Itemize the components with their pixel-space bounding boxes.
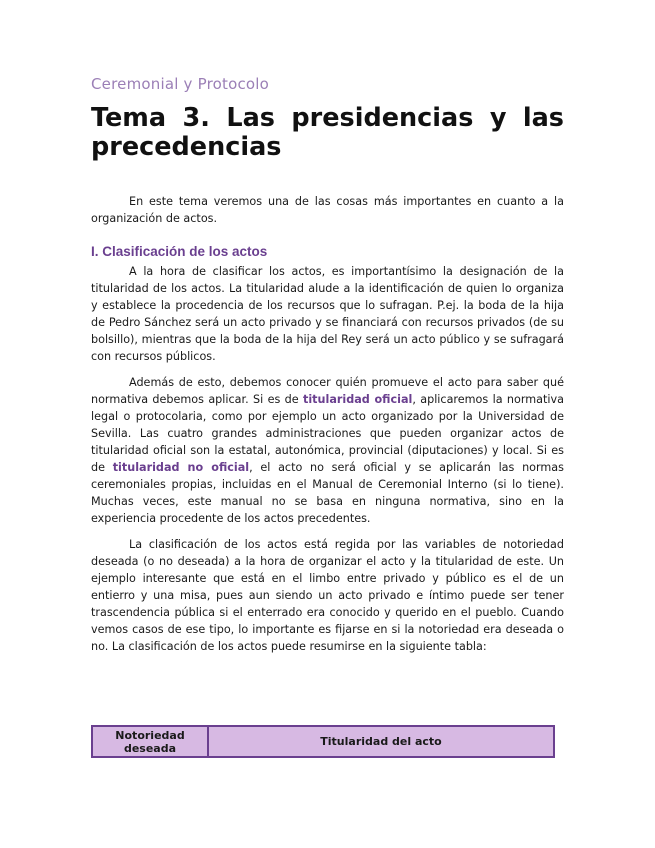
text-span: , aplicaremos la normativa legal o protocolaria, como por ejemplo un acto organizado por la Universidad de Sevilla. Las cuatro grandes administraciones que pueden organizar actos de titularidad oficial son la estatal, autonómica, provincial (diputaciones) y local. Si es de xyxy=(91,393,564,474)
header-titularidad: Titularidad del acto xyxy=(208,726,554,757)
text-span: Además de esto, debemos conocer quién promueve el acto para saber qué normativa debemos aplicar. Si es de xyxy=(91,376,564,406)
term-titularidad-no-oficial: titularidad no oficial xyxy=(112,461,250,474)
intro-paragraph: En este tema veremos una de las cosas más importantes en cuanto a la organización de actos. xyxy=(91,195,564,225)
paragraph-titularidad: A la hora de clasificar los actos, es importantísimo la designación de la titularidad de los actos. La titularidad alude a la identificación de quien lo organiza y establece la procedencia de los recursos que lo sufragan. P.ej. la boda de la hija de Pedro Sánchez será un acto privado y se financiará con recursos privados (de su bolsillo), mientras que la boda de la hija del Rey será un acto público y se sufragará con recursos públicos. xyxy=(91,265,564,363)
document-body xyxy=(91,193,564,664)
table-header-row xyxy=(92,726,554,757)
header-notoriedad: Notoriedad deseada xyxy=(92,726,208,757)
section-heading: I. Clasificación de los actos xyxy=(91,244,268,259)
paragraph-normativa xyxy=(91,374,564,527)
page-title: Tema 3. Las presidencias y las precedencias xyxy=(91,103,564,162)
text-span: , el acto no será oficial y se aplicarán las normas ceremoniales propias, incluidas en el Manual de Ceremonial Interno (si lo tiene). Muchas veces, este manual no se basa en ninguna normativa, sino en la experiencia procedente de los actos precedentes. xyxy=(91,461,564,525)
term-titularidad-oficial: titularidad oficial xyxy=(303,393,413,406)
classification-table xyxy=(91,725,555,758)
paragraph-clasificacion: La clasificación de los actos está regida por las variables de notoriedad deseada (o no deseada) a la hora de organizar el acto y la titularidad de este. Un ejemplo interesante que está en el limbo entre privado y público es el de un entierro y una misa, pues aun siendo un acto privado e íntimo puede ser tener trascendencia pública si el enterrado era conocido y querido en el pueblo. Cuando vemos casos de ese tipo, lo importante es fijarse en si la notoriedad era deseada o no. La clasificación de los actos puede resumirse en la siguiente tabla: xyxy=(91,538,564,653)
course-name: Ceremonial y Protocolo xyxy=(91,75,270,93)
